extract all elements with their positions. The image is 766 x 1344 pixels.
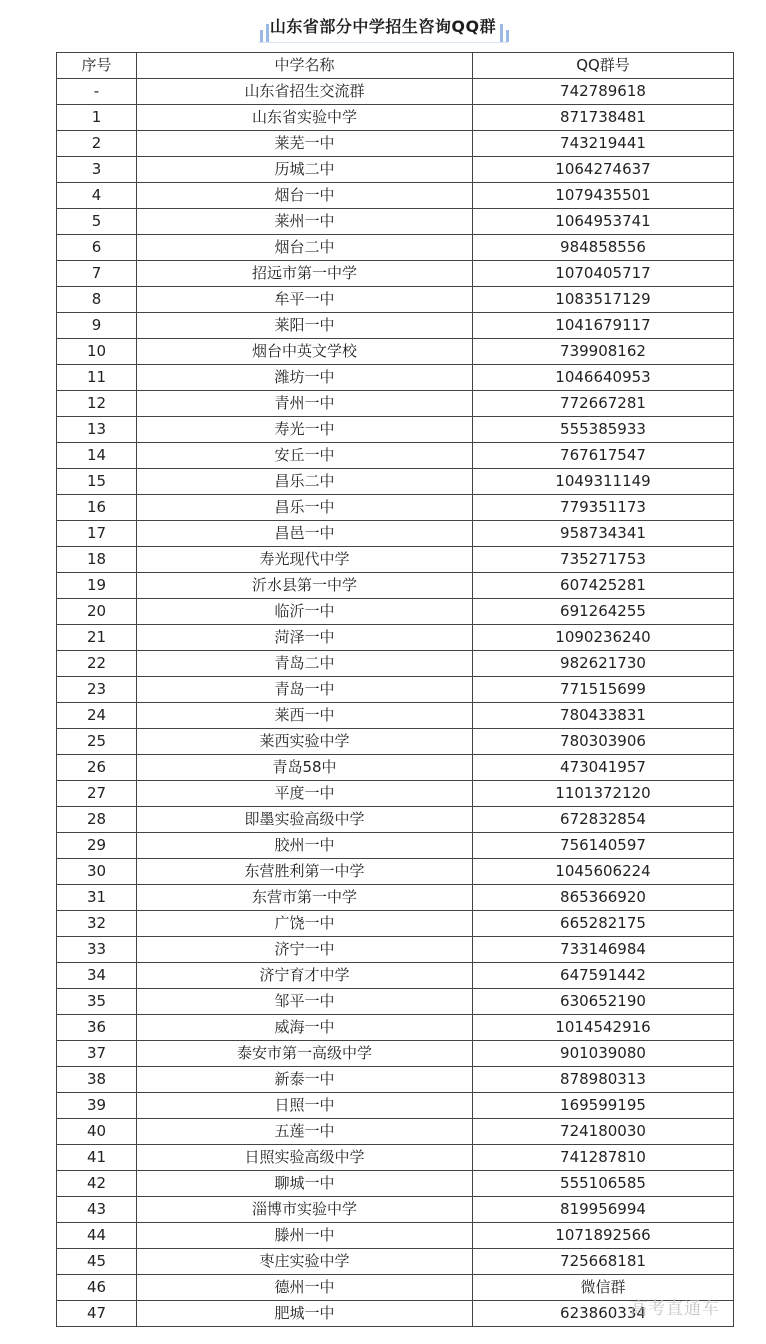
qq-number-cell: 169599195 xyxy=(473,1093,734,1119)
school-name-cell: 莱阳一中 xyxy=(137,313,473,339)
qq-number-cell: 756140597 xyxy=(473,833,734,859)
qq-number-cell: 901039080 xyxy=(473,1041,734,1067)
school-name-cell: 广饶一中 xyxy=(137,911,473,937)
table-row xyxy=(57,235,734,261)
row-number-cell: 36 xyxy=(57,1015,137,1041)
row-number-cell: 9 xyxy=(57,313,137,339)
qq-number-cell: 1046640953 xyxy=(473,365,734,391)
table-row xyxy=(57,1197,734,1223)
school-name-cell: 新泰一中 xyxy=(137,1067,473,1093)
school-name-cell: 泰安市第一高级中学 xyxy=(137,1041,473,1067)
table-row xyxy=(57,521,734,547)
qq-number-cell: 555385933 xyxy=(473,417,734,443)
row-number-cell: 4 xyxy=(57,183,137,209)
qq-number-cell: 607425281 xyxy=(473,573,734,599)
qq-number-cell: 1079435501 xyxy=(473,183,734,209)
qq-number-cell: 780303906 xyxy=(473,729,734,755)
row-number-cell: 7 xyxy=(57,261,137,287)
table-row xyxy=(57,131,734,157)
school-name-cell: 莱西实验中学 xyxy=(137,729,473,755)
row-number-cell: 1 xyxy=(57,105,137,131)
row-number-cell: 22 xyxy=(57,651,137,677)
school-name-cell: 济宁育才中学 xyxy=(137,963,473,989)
qq-number-cell: 672832854 xyxy=(473,807,734,833)
school-name-cell: 青州一中 xyxy=(137,391,473,417)
title-right-bar-outer xyxy=(506,30,509,42)
school-name-cell: 肥城一中 xyxy=(137,1301,473,1327)
row-number-cell: 8 xyxy=(57,287,137,313)
school-name-cell: 昌邑一中 xyxy=(137,521,473,547)
table-row xyxy=(57,287,734,313)
school-name-cell: 邹平一中 xyxy=(137,989,473,1015)
qq-number-cell: 779351173 xyxy=(473,495,734,521)
row-number-cell: 30 xyxy=(57,859,137,885)
school-name-cell: 青岛一中 xyxy=(137,677,473,703)
qq-number-cell: 739908162 xyxy=(473,339,734,365)
table-row xyxy=(57,937,734,963)
school-name-cell: 历城二中 xyxy=(137,157,473,183)
qq-number-cell: 741287810 xyxy=(473,1145,734,1171)
school-name-cell: 招远市第一中学 xyxy=(137,261,473,287)
table-row xyxy=(57,1171,734,1197)
school-name-cell: 东营胜利第一中学 xyxy=(137,859,473,885)
school-name-cell: 安丘一中 xyxy=(137,443,473,469)
school-name-cell: 山东省招生交流群 xyxy=(137,79,473,105)
title-right-bar-inner xyxy=(500,24,503,42)
table-row xyxy=(57,1145,734,1171)
row-number-cell: 44 xyxy=(57,1223,137,1249)
row-number-cell: 47 xyxy=(57,1301,137,1327)
row-number-cell: 43 xyxy=(57,1197,137,1223)
row-number-cell: 18 xyxy=(57,547,137,573)
qq-number-cell: 735271753 xyxy=(473,547,734,573)
table-row xyxy=(57,755,734,781)
qq-number-cell: 743219441 xyxy=(473,131,734,157)
table-row xyxy=(57,859,734,885)
school-name-cell: 潍坊一中 xyxy=(137,365,473,391)
table-header xyxy=(57,53,734,79)
school-name-cell: 牟平一中 xyxy=(137,287,473,313)
school-name-cell: 青岛58中 xyxy=(137,755,473,781)
row-number-cell: 39 xyxy=(57,1093,137,1119)
qq-number-cell: 771515699 xyxy=(473,677,734,703)
school-name-cell: 平度一中 xyxy=(137,781,473,807)
table-row xyxy=(57,1119,734,1145)
row-number-cell: 5 xyxy=(57,209,137,235)
table-row xyxy=(57,157,734,183)
table-row xyxy=(57,1093,734,1119)
table-row xyxy=(57,469,734,495)
row-number-cell: 23 xyxy=(57,677,137,703)
page-title: 山东省部分中学招生咨询QQ群 xyxy=(269,17,497,36)
school-name-cell: 淄博市实验中学 xyxy=(137,1197,473,1223)
school-name-cell: 昌乐二中 xyxy=(137,469,473,495)
qq-number-cell: 871738481 xyxy=(473,105,734,131)
table-row xyxy=(57,625,734,651)
qq-number-cell: 1014542916 xyxy=(473,1015,734,1041)
table-body xyxy=(57,79,734,1327)
table-row xyxy=(57,911,734,937)
school-name-cell: 烟台中英文学校 xyxy=(137,339,473,365)
school-name-cell: 莱芜一中 xyxy=(137,131,473,157)
qq-number-cell: 819956994 xyxy=(473,1197,734,1223)
row-number-cell: 16 xyxy=(57,495,137,521)
table-row xyxy=(57,365,734,391)
row-number-cell: 33 xyxy=(57,937,137,963)
table-row xyxy=(57,833,734,859)
table-row xyxy=(57,989,734,1015)
school-name-cell: 枣庄实验中学 xyxy=(137,1249,473,1275)
row-number-cell: 29 xyxy=(57,833,137,859)
qq-number-cell: 1083517129 xyxy=(473,287,734,313)
table-row xyxy=(57,729,734,755)
table-row xyxy=(57,417,734,443)
table-row xyxy=(57,885,734,911)
table-row xyxy=(57,677,734,703)
row-number-cell: 2 xyxy=(57,131,137,157)
row-number-cell: 3 xyxy=(57,157,137,183)
table-row xyxy=(57,1249,734,1275)
row-number-cell: 46 xyxy=(57,1275,137,1301)
header-cell-qq: QQ群号 xyxy=(473,53,734,79)
qq-number-cell: 878980313 xyxy=(473,1067,734,1093)
table-row xyxy=(57,963,734,989)
table-row xyxy=(57,209,734,235)
row-number-cell: 25 xyxy=(57,729,137,755)
qq-number-cell: 1045606224 xyxy=(473,859,734,885)
header-cell-no: 序号 xyxy=(57,53,137,79)
title-area xyxy=(0,0,766,52)
table-row xyxy=(57,703,734,729)
school-name-cell: 五莲一中 xyxy=(137,1119,473,1145)
qq-number-cell: 691264255 xyxy=(473,599,734,625)
title-underline xyxy=(258,42,508,43)
qq-number-cell: 665282175 xyxy=(473,911,734,937)
table-row xyxy=(57,599,734,625)
qq-number-cell: 555106585 xyxy=(473,1171,734,1197)
qq-number-cell: 725668181 xyxy=(473,1249,734,1275)
table-row xyxy=(57,1015,734,1041)
school-name-cell: 青岛二中 xyxy=(137,651,473,677)
row-number-cell: 38 xyxy=(57,1067,137,1093)
row-number-cell: 12 xyxy=(57,391,137,417)
school-name-cell: 日照实验高级中学 xyxy=(137,1145,473,1171)
table-row xyxy=(57,651,734,677)
row-number-cell: 14 xyxy=(57,443,137,469)
school-name-cell: 德州一中 xyxy=(137,1275,473,1301)
school-name-cell: 济宁一中 xyxy=(137,937,473,963)
table-row xyxy=(57,1223,734,1249)
qq-number-cell: 623860334 xyxy=(473,1301,734,1327)
watermark-text: 高考直通车 xyxy=(630,1299,720,1319)
row-number-cell: 17 xyxy=(57,521,137,547)
school-name-cell: 昌乐一中 xyxy=(137,495,473,521)
row-number-cell: 32 xyxy=(57,911,137,937)
row-number-cell: 13 xyxy=(57,417,137,443)
qq-number-cell: 1041679117 xyxy=(473,313,734,339)
school-name-cell: 滕州一中 xyxy=(137,1223,473,1249)
table-row xyxy=(57,573,734,599)
table-row xyxy=(57,547,734,573)
qq-number-cell: 1090236240 xyxy=(473,625,734,651)
row-number-cell: 42 xyxy=(57,1171,137,1197)
qq-number-cell: 1064274637 xyxy=(473,157,734,183)
table-row xyxy=(57,807,734,833)
row-number-cell: 19 xyxy=(57,573,137,599)
row-number-cell: - xyxy=(57,79,137,105)
school-name-cell: 聊城一中 xyxy=(137,1171,473,1197)
school-name-cell: 胶州一中 xyxy=(137,833,473,859)
row-number-cell: 28 xyxy=(57,807,137,833)
row-number-cell: 10 xyxy=(57,339,137,365)
school-name-cell: 沂水县第一中学 xyxy=(137,573,473,599)
school-name-cell: 日照一中 xyxy=(137,1093,473,1119)
qq-number-cell: 984858556 xyxy=(473,235,734,261)
table-row xyxy=(57,391,734,417)
school-name-cell: 寿光现代中学 xyxy=(137,547,473,573)
school-name-cell: 即墨实验高级中学 xyxy=(137,807,473,833)
qq-number-cell: 1071892566 xyxy=(473,1223,734,1249)
row-number-cell: 11 xyxy=(57,365,137,391)
table-row xyxy=(57,495,734,521)
row-number-cell: 24 xyxy=(57,703,137,729)
qq-number-cell: 767617547 xyxy=(473,443,734,469)
school-name-cell: 莱州一中 xyxy=(137,209,473,235)
qq-number-cell: 865366920 xyxy=(473,885,734,911)
row-number-cell: 45 xyxy=(57,1249,137,1275)
row-number-cell: 40 xyxy=(57,1119,137,1145)
qq-number-cell: 780433831 xyxy=(473,703,734,729)
table-row xyxy=(57,781,734,807)
qq-number-cell: 630652190 xyxy=(473,989,734,1015)
qq-number-cell: 1049311149 xyxy=(473,469,734,495)
qq-number-cell: 1101372120 xyxy=(473,781,734,807)
table-row xyxy=(57,443,734,469)
qq-number-cell: 647591442 xyxy=(473,963,734,989)
qq-number-cell: 742789618 xyxy=(473,79,734,105)
qq-number-cell: 958734341 xyxy=(473,521,734,547)
table-row xyxy=(57,79,734,105)
table-row xyxy=(57,1067,734,1093)
row-number-cell: 20 xyxy=(57,599,137,625)
school-name-cell: 寿光一中 xyxy=(137,417,473,443)
row-number-cell: 41 xyxy=(57,1145,137,1171)
table-row xyxy=(57,183,734,209)
qq-group-table xyxy=(56,52,734,1327)
qq-number-cell: 微信群 xyxy=(473,1275,734,1301)
school-name-cell: 菏泽一中 xyxy=(137,625,473,651)
header-cell-school: 中学名称 xyxy=(137,53,473,79)
school-name-cell: 山东省实验中学 xyxy=(137,105,473,131)
table-row xyxy=(57,313,734,339)
row-number-cell: 37 xyxy=(57,1041,137,1067)
row-number-cell: 35 xyxy=(57,989,137,1015)
qq-number-cell: 1064953741 xyxy=(473,209,734,235)
school-name-cell: 东营市第一中学 xyxy=(137,885,473,911)
row-number-cell: 31 xyxy=(57,885,137,911)
header-row xyxy=(57,53,734,79)
table-row xyxy=(57,1041,734,1067)
qq-number-cell: 772667281 xyxy=(473,391,734,417)
school-name-cell: 烟台一中 xyxy=(137,183,473,209)
row-number-cell: 15 xyxy=(57,469,137,495)
row-number-cell: 26 xyxy=(57,755,137,781)
qq-number-cell: 724180030 xyxy=(473,1119,734,1145)
row-number-cell: 6 xyxy=(57,235,137,261)
table-row xyxy=(57,105,734,131)
school-name-cell: 烟台二中 xyxy=(137,235,473,261)
qq-number-cell: 982621730 xyxy=(473,651,734,677)
school-name-cell: 威海一中 xyxy=(137,1015,473,1041)
table-row xyxy=(57,261,734,287)
row-number-cell: 27 xyxy=(57,781,137,807)
row-number-cell: 21 xyxy=(57,625,137,651)
school-name-cell: 莱西一中 xyxy=(137,703,473,729)
qq-number-cell: 733146984 xyxy=(473,937,734,963)
qq-number-cell: 1070405717 xyxy=(473,261,734,287)
qq-number-cell: 473041957 xyxy=(473,755,734,781)
table-row xyxy=(57,339,734,365)
row-number-cell: 34 xyxy=(57,963,137,989)
school-name-cell: 临沂一中 xyxy=(137,599,473,625)
